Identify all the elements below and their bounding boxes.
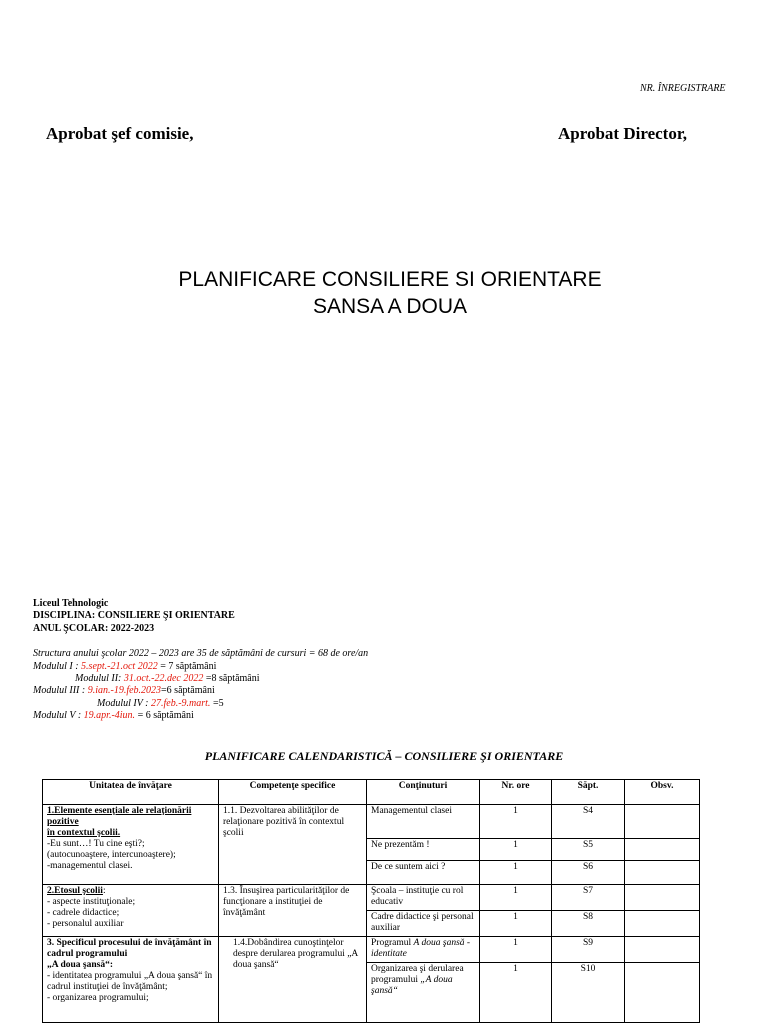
- table-row: [43, 937, 700, 963]
- module-dates: 19.apr.-4iun.: [83, 710, 136, 721]
- unit-program: „A doua şansă“:: [47, 960, 113, 970]
- unit-item: - cadrele didactice;: [47, 908, 120, 918]
- module-label: Modulul V :: [33, 710, 84, 721]
- calendar-planning-title: PLANIFICARE CALENDARISTICĂ – CONSILIERE ŞI ORIENTARE: [204, 749, 564, 763]
- observation-cell: [625, 839, 700, 861]
- unit-item: - identitatea programului „A doua şansă“ în cadrul instituţiei de învăţământ;: [47, 971, 213, 992]
- module-dates: 5.sept.-21.oct 2022: [81, 661, 158, 672]
- module-line: [75, 673, 260, 685]
- week-cell: S10: [552, 963, 625, 1023]
- table-row: [43, 885, 700, 911]
- content-cell: Ne prezentăm !: [367, 839, 480, 861]
- observation-cell: [625, 861, 700, 885]
- page-title-line2: SANSA A DOUA: [312, 295, 468, 318]
- module-line: [97, 698, 224, 710]
- module-weeks: = 6 săptămâni: [135, 710, 194, 721]
- module-weeks: =8 săptămâni: [203, 673, 260, 684]
- header-week: Săpt.: [552, 780, 625, 805]
- page-title-line1: PLANIFICARE CONSILIERE SI ORIENTARE: [178, 268, 602, 291]
- year-structure-intro: Structura anului şcolar 2022 – 2023 are 35 de săptămâni de cursuri = 68 de ore/an: [33, 648, 369, 659]
- hours-cell: 1: [480, 861, 552, 885]
- unit-title: 1.Elemente esenţiale ale relaţionării pozitive: [47, 806, 192, 827]
- module-label: Modulul III :: [33, 685, 88, 696]
- hours-cell: 1: [480, 911, 552, 937]
- unit-item: -managementul clasei.: [47, 861, 133, 871]
- header-observations: Obsv.: [625, 780, 700, 805]
- content-cell: Şcoala – instituţie cu rol educativ: [367, 885, 480, 911]
- week-cell: S6: [552, 861, 625, 885]
- observation-cell: [625, 911, 700, 937]
- competence-cell: 1.4.Dobândirea cunoştinţelor despre derularea programului „A doua şansă“: [219, 937, 367, 1023]
- competence-cell: 1.3. Însuşirea particularităţilor de funcţionare a instituţiei de învăţământ: [219, 885, 367, 937]
- content-cell: [367, 937, 480, 963]
- school-year-line: ANUL ŞCOLAR: 2022-2023: [33, 623, 155, 634]
- unit-cell: [43, 885, 219, 937]
- module-line: [33, 710, 194, 722]
- content-cell: Managementul clasei: [367, 805, 480, 839]
- unit-item: - aspecte instituţionale;: [47, 897, 136, 907]
- unit-title: 2.Etosul şcolii: [47, 886, 103, 896]
- module-line: [33, 685, 215, 697]
- unit-item: -Eu sunt…! Tu cine eşti?;: [47, 839, 145, 849]
- observation-cell: [625, 937, 700, 963]
- content-cell: De ce suntem aici ?: [367, 861, 480, 885]
- approval-director: Aprobat Director,: [558, 124, 688, 143]
- unit-cell: [43, 805, 219, 885]
- hours-cell: 1: [480, 885, 552, 911]
- week-cell: S5: [552, 839, 625, 861]
- unit-item: (autocunoaştere, intercunoaştere);: [47, 850, 176, 860]
- content-text-italic: A doua şansă - identitate: [371, 938, 471, 959]
- hours-cell: 1: [480, 839, 552, 861]
- unit-item: - personalul auxiliar: [47, 919, 124, 929]
- content-cell: Cadre didactice şi personal auxiliar: [367, 911, 480, 937]
- module-weeks: =6 săptămâni: [161, 685, 215, 696]
- observation-cell: [625, 963, 700, 1023]
- content-cell: [367, 963, 480, 1023]
- header-competences: Competenţe specifice: [219, 780, 367, 805]
- unit-cell: [43, 937, 219, 1023]
- competence-cell: 1.1. Dezvoltarea abilităţilor de relaţionare pozitivă în contextul şcolii: [219, 805, 367, 885]
- module-dates: 27.feb.-9.mart.: [150, 698, 211, 709]
- unit-title-colon: :: [102, 886, 106, 896]
- week-cell: S4: [552, 805, 625, 839]
- hours-cell: 1: [480, 805, 552, 839]
- content-text-italic: „A doua şansă“: [371, 975, 453, 996]
- hours-cell: 1: [480, 937, 552, 963]
- hours-cell: 1: [480, 963, 552, 1023]
- unit-item: - organizarea programului;: [47, 993, 149, 1003]
- week-cell: S9: [552, 937, 625, 963]
- module-label: Modulul I :: [33, 661, 82, 672]
- school-name: Liceul Tehnologic: [33, 598, 109, 609]
- header-hours: Nr. ore: [480, 780, 552, 805]
- table-row: [43, 805, 700, 839]
- discipline-line: DISCIPLINA: CONSILIERE ŞI ORIENTARE: [33, 610, 235, 621]
- module-label: Modulul II:: [75, 673, 124, 684]
- module-dates: 9.ian.-19.feb.2023: [87, 685, 162, 696]
- table-header-row: [43, 780, 700, 805]
- unit-title: în contextul şcolii.: [47, 828, 121, 838]
- unit-title: 3. Specificul procesului de învăţământ în cadrul programului: [47, 938, 212, 959]
- week-cell: S7: [552, 885, 625, 911]
- observation-cell: [625, 885, 700, 911]
- module-dates: 31.oct.-22.dec 2022: [123, 673, 204, 684]
- header-unit: Unitatea de învăţare: [43, 780, 219, 805]
- module-weeks: = 7 săptămâni: [157, 661, 217, 672]
- module-label: Modulul IV :: [97, 698, 151, 709]
- header-contents: Conţinuturi: [367, 780, 480, 805]
- approval-commission-head: Aprobat şef comisie,: [46, 124, 194, 143]
- module-weeks: =5: [210, 698, 224, 709]
- module-line: [33, 661, 216, 673]
- planning-table: [42, 779, 700, 1023]
- observation-cell: [625, 805, 700, 839]
- week-cell: S8: [552, 911, 625, 937]
- content-text: Programul: [371, 938, 414, 948]
- content-text: Organizarea şi derularea programului: [371, 964, 464, 985]
- registration-number-label: NR. ÎNREGISTRARE: [640, 83, 726, 94]
